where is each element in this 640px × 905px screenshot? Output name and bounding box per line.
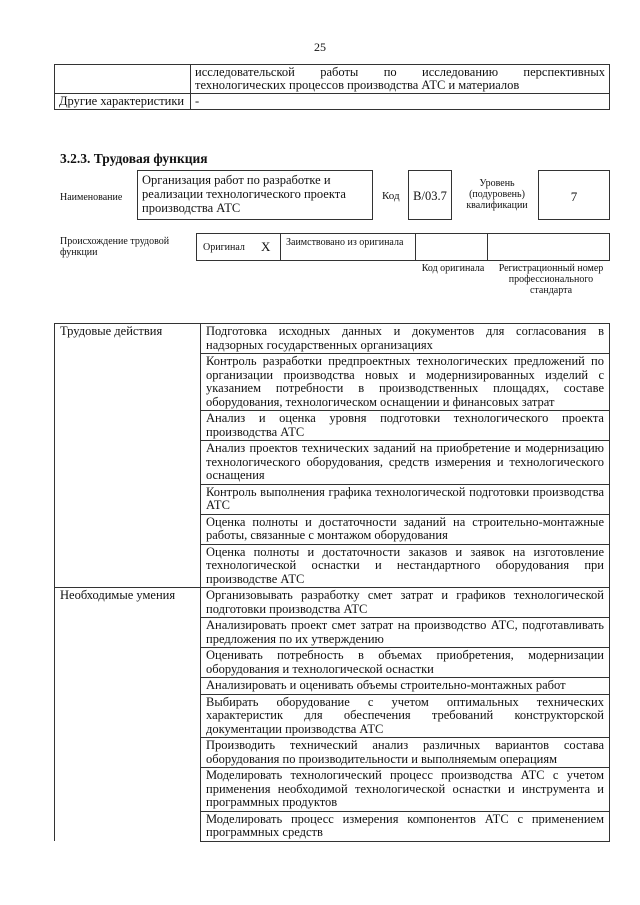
list-item: Контроль выполнения графика технологической подготовки производства АТС [201, 484, 610, 514]
original-mark: X [261, 239, 271, 254]
table-row [55, 588, 610, 618]
code-label: Код [382, 190, 400, 202]
original-label: Оригинал [203, 242, 245, 253]
list-item: Анализ проектов технических заданий на приобретение и модернизацию технологического оборудования, средств измерения и технологического оснащения [201, 441, 610, 485]
list-item: Оценка полноты и достаточности заказов и заявок на изготовление технологической оснастки и нестандартного оборудования при производстве АТС [201, 544, 610, 588]
level-label: Уровень (подуровень) квалификации [466, 178, 528, 211]
code-value: В/03.7 [413, 189, 447, 203]
top-table [54, 64, 610, 110]
skills-label: Необходимые умения [55, 588, 201, 842]
function-name-value: Организация работ по разработке и реализации технологического проекта производства АТС [142, 173, 346, 215]
code-original-caption: Код оригинала [421, 263, 485, 274]
reg-number-caption: Регистрационный номер профессионального стандарта [498, 263, 604, 296]
list-item: Оценивать потребность в объемах приобретения, модернизации оборудования и технологической оснастки [201, 648, 610, 678]
other-characteristics-label: Другие характеристики [55, 94, 191, 110]
labor-actions-label: Трудовые действия [55, 324, 201, 588]
borrowed-cell [280, 233, 416, 261]
borrowed-label: Заимствовано из оригинала [286, 237, 404, 248]
level-value: 7 [570, 189, 578, 204]
name-label: Наименование [60, 192, 123, 203]
list-item: Анализировать проект смет затрат на производство АТС, подготавливать предложения по их утверждению [201, 618, 610, 648]
reg-number-cell [487, 233, 610, 261]
labor-function-table [54, 323, 610, 842]
list-item: Подготовка исходных данных и документов для согласования в надзорных государственных организациях [201, 324, 610, 354]
top-row-text-line1: исследовательской работы по исследованию перспективных [195, 65, 605, 79]
list-item: Производить технический анализ различных вариантов состава оборудования по производительности и выполняемым операциям [201, 738, 610, 768]
list-item: Организовывать разработку смет затрат и графиков технологической подготовки производства АТС [201, 588, 610, 618]
list-item: Моделировать процесс измерения компонентов АТС с применением программных средств [201, 811, 610, 841]
list-item: Контроль разработки предпроектных технологических предложений по организации производства новых и модернизированных изделий с указанием потребности в производственных площадях, составе оборудования, технологическом оснащении и финансовых затрат [201, 354, 610, 411]
level-box [538, 170, 610, 220]
list-item: Анализировать и оценивать объемы строительно-монтажных работ [201, 678, 610, 695]
table-row [55, 324, 610, 354]
function-name-box [137, 170, 373, 220]
section-title: 3.2.3. Трудовая функция [60, 151, 208, 166]
list-item: Оценка полноты и достаточности заданий на строительно-монтажные работы, связанные с монтажом оборудования [201, 514, 610, 544]
list-item: Моделировать технологический процесс производства АТС с учетом применения необходимой технологической оснастки и инструмента и программных продуктов [201, 768, 610, 812]
code-original-cell [415, 233, 488, 261]
page-number: 25 [314, 40, 326, 54]
top-row-text-line2: технологических процессов производства АТС и материалов [195, 78, 520, 92]
other-characteristics-value: - [191, 94, 610, 110]
original-cell [196, 233, 281, 261]
list-item: Выбирать оборудование с учетом оптимальных технических характеристик для обеспечения требований конструкторской документации производства АТС [201, 694, 610, 738]
list-item: Анализ и оценка уровня подготовки технологического проекта производства АТС [201, 411, 610, 441]
code-box [408, 170, 452, 220]
origin-label: Происхождение трудовой функции [60, 236, 170, 258]
